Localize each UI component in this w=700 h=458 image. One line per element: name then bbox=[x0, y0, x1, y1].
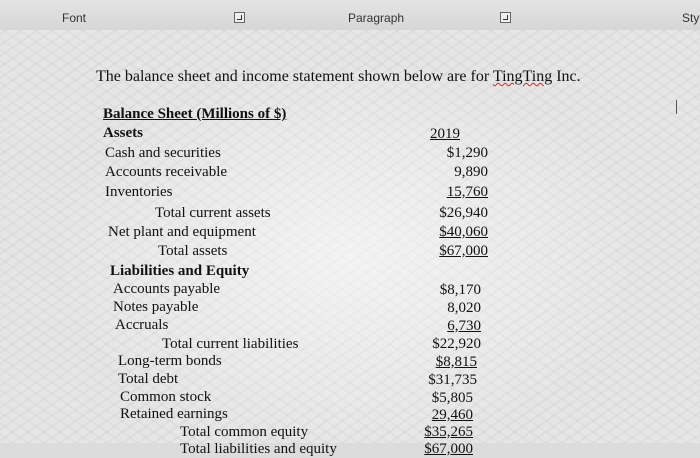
row-value: 9,890 bbox=[454, 164, 488, 180]
row-label: Accounts payable bbox=[113, 281, 221, 297]
text-cursor bbox=[676, 100, 677, 114]
styles-group-label: Sty bbox=[682, 11, 700, 25]
intro-prefix: The balance sheet and income statement shown below are for bbox=[96, 68, 493, 85]
assets-heading: Assets bbox=[103, 125, 143, 141]
row-value: $40,060 bbox=[439, 224, 488, 240]
intro-suffix: Inc. bbox=[552, 68, 581, 85]
row-value: 15,760 bbox=[446, 184, 488, 200]
ribbon-toolbar bbox=[0, 0, 700, 30]
row-value: $35,265 bbox=[424, 424, 473, 440]
row-label: Notes payable bbox=[113, 299, 199, 315]
row-label: Retained earnings bbox=[120, 406, 228, 422]
row-value: $8,815 bbox=[435, 354, 477, 370]
row-label: Accruals bbox=[115, 317, 169, 333]
paragraph-group-label: Paragraph bbox=[348, 11, 405, 25]
balance-sheet-title: Balance Sheet (Millions of $) bbox=[103, 106, 287, 122]
row-label: Total current assets bbox=[155, 205, 271, 221]
row-label: Total debt bbox=[118, 371, 179, 387]
row-label: Total current liabilities bbox=[162, 336, 299, 352]
row-value: 29,460 bbox=[431, 407, 473, 423]
row-label: Total assets bbox=[158, 243, 228, 259]
font-group-label: Font bbox=[62, 11, 87, 25]
intro-sentence bbox=[96, 68, 581, 86]
company-name: TingTing bbox=[492, 68, 553, 85]
row-value: $67,000 bbox=[424, 441, 473, 457]
row-label: Accounts receivable bbox=[105, 164, 228, 180]
row-value: 8,020 bbox=[447, 300, 481, 316]
document-page[interactable] bbox=[0, 30, 700, 457]
row-value: $67,000 bbox=[439, 243, 488, 259]
row-value: $26,940 bbox=[439, 205, 488, 221]
row-value: $31,735 bbox=[428, 372, 477, 388]
row-label: Total liabilities and equity bbox=[180, 441, 337, 457]
row-value: $1,290 bbox=[446, 145, 488, 161]
row-value: $8,170 bbox=[439, 282, 481, 298]
row-value: $5,805 bbox=[431, 390, 473, 406]
row-value: $22,920 bbox=[432, 336, 481, 352]
row-label: Inventories bbox=[105, 184, 173, 200]
paragraph-dialog-launcher-icon[interactable] bbox=[500, 12, 511, 23]
row-label: Cash and securities bbox=[105, 145, 221, 161]
row-label: Total common equity bbox=[180, 424, 309, 440]
row-label: Long-term bonds bbox=[118, 353, 222, 369]
row-value: 6,730 bbox=[447, 318, 481, 334]
row-label: Net plant and equipment bbox=[108, 224, 256, 240]
year-header: 2019 bbox=[430, 126, 460, 142]
row-label: Common stock bbox=[120, 389, 212, 405]
liabilities-heading: Liabilities and Equity bbox=[110, 263, 250, 279]
font-dialog-launcher-icon[interactable] bbox=[234, 12, 245, 23]
